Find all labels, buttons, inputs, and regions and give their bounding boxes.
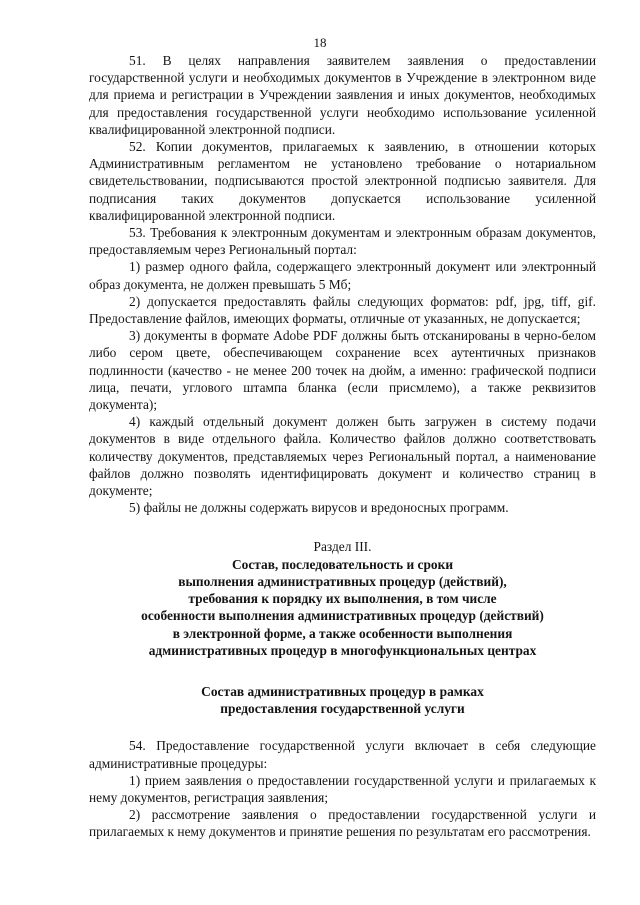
section-title-line: Состав, последовательность и сроки: [231, 556, 454, 572]
section-heading: [89, 538, 596, 658]
paragraph-53: 53. Требования к электронным документам и электронным образам документов, предоставляемым через Региональный портал:: [89, 225, 596, 258]
section-title-line: административных процедур в многофункциональных центрах: [148, 642, 537, 658]
body-bottom: [89, 737, 596, 840]
list-item-4: 4) каждый отдельный документ должен быть загружен в систему подачи документов в виде отдельного файла. Количество файлов должно соответствовать количеству документов, представляемых через Региональный портал, а наименование файлов должно позволять идентифицировать документ и количество страниц в документе;: [89, 414, 596, 499]
body-top: [89, 52, 596, 516]
list-item-1: 1) размер одного файла, содержащего электронный документ или электронный образ документа, не должен превышать 5 Мб;: [89, 259, 596, 292]
list-item-2: 2) допускается предоставлять файлы следующих форматов: pdf, jpg, tiff, gif. Предоставление файлов, имеющих форматы, отличные от указанных, не допускается;: [89, 293, 596, 327]
section-title-line: особенности выполнения административных процедур (действий): [141, 608, 544, 624]
paragraph-51: 51. В целях направления заявителем заявления о предоставлении государственной услуги и необходимых документов в Учреждение в электронном виде для приема и регистрации в Учреждении заявления и иных документов, необходимых для предоставления государственной услуги необходимо использование усиленной квалифицированной электронной подписи.: [89, 53, 596, 137]
subsection-title-line: предоставления государственной услуги: [220, 701, 465, 717]
list-item-5: 5) файлы не должны содержать вирусов и вредоносных программ.: [129, 500, 509, 516]
list-item-2: 2) рассмотрение заявления о предоставлении государственной услуги и прилагаемых к нему документов и принятие решения по результатам его рассмотрения.: [89, 807, 596, 840]
subsection-heading: [89, 683, 596, 717]
paragraph-52: 52. Копии документов, прилагаемых к заявлению, в отношении которых Административным регламентом не установлено требование о нотариальном свидетельствовании, подписываются простой электронной подписью заявителя. Для подписания таких документов допускается использование усиленной квалифицированной электронной подписи.: [89, 139, 596, 223]
section-title-line: требования к порядку их выполнения, в том числе: [188, 591, 497, 607]
section-title-line: выполнения административных процедур (действий),: [178, 573, 507, 589]
list-item-3: 3) документы в формате Adobe PDF должны быть отсканированы в черно-белом либо сером цвете, обеспечивающем сохранение всех аутентичных признаков подлинности (качество - не менее 200 точек на дюйм, а именно: графической подписи лица, печати, углового штампа бланка (если присмлемо), а также реквизитов документа);: [89, 328, 596, 413]
paragraph-54: 54. Предоставление государственной услуги включает в себя следующие административные процедуры:: [89, 738, 596, 771]
list-item-1: 1) прием заявления о предоставлении государственной услуги и прилагаемых к нему документов, регистрация заявления;: [89, 772, 596, 805]
page-number: 18: [313, 35, 327, 50]
subsection-title-line: Состав административных процедур в рамках: [201, 683, 484, 699]
section-title-line: в электронной форме, а также особенности выполнения: [172, 625, 513, 641]
section-number: Раздел III.: [313, 539, 372, 555]
